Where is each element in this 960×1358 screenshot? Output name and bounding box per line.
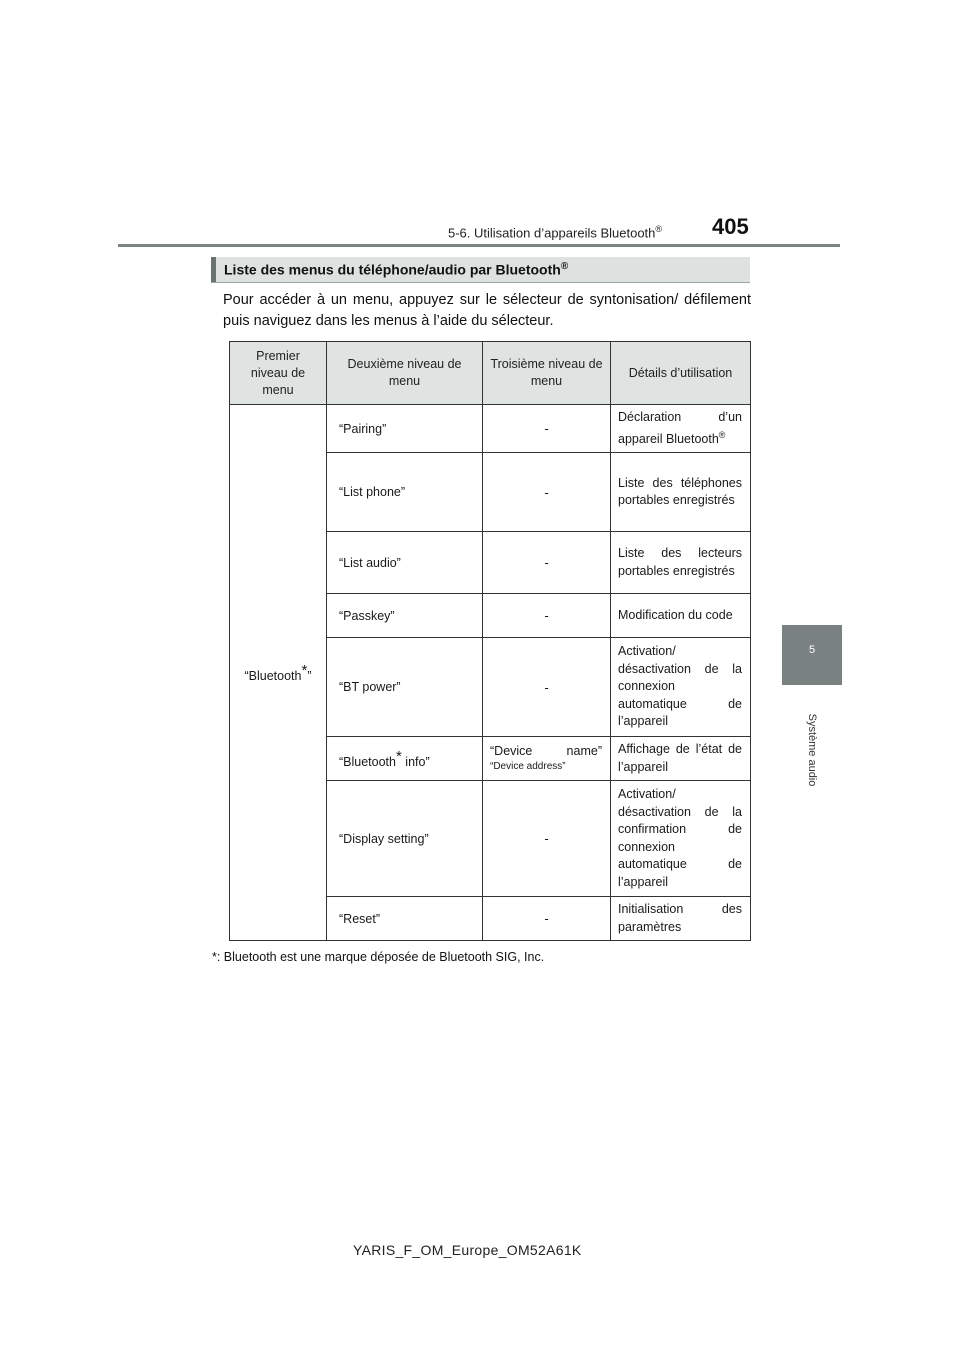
details-cell: Déclaration d’un appareil Bluetooth® xyxy=(611,405,751,453)
third-level-cell: - xyxy=(483,781,611,897)
second-level-cell: “Bluetooth* info” xyxy=(327,737,483,781)
third-level-cell: - xyxy=(483,897,611,941)
third-level-cell: - xyxy=(483,532,611,594)
details-cell: Liste des téléphones portables enregistrés xyxy=(611,453,751,532)
details-cell: Liste des lecteurs portables enregistrés xyxy=(611,532,751,594)
second-level-cell: “Passkey” xyxy=(327,594,483,638)
details-cell: Modification du code xyxy=(611,594,751,638)
table-header-row xyxy=(230,342,751,405)
third-level-cell: - xyxy=(483,453,611,532)
header-first-level: Premier niveau de menu xyxy=(230,342,327,405)
details-cell: Affichage de l’état de l’appareil xyxy=(611,737,751,781)
details-cell: Activation/ désactivation de la connexion automatique de l’appareil xyxy=(611,638,751,737)
third-level-cell: - xyxy=(483,594,611,638)
first-level-cell: “Bluetooth*” xyxy=(230,405,327,941)
second-level-cell: “Pairing” xyxy=(327,405,483,453)
header-third-level: Troisième niveau de menu xyxy=(483,342,611,405)
third-level-cell: - xyxy=(483,638,611,737)
second-level-cell: “Reset” xyxy=(327,897,483,941)
section-heading-bar xyxy=(211,257,216,282)
chapter-tab-label: Système audio xyxy=(806,713,818,787)
footnote: *: Bluetooth est une marque déposée de Bluetooth SIG, Inc. xyxy=(212,950,545,964)
second-level-cell: “BT power” xyxy=(327,638,483,737)
second-level-cell: “List phone” xyxy=(327,453,483,532)
header-second-level: Deuxième niveau de menu xyxy=(327,342,483,405)
third-level-cell: “Device name” “Device address” xyxy=(483,737,611,781)
running-header-section: 5-6. Utilisation d’appareils Bluetooth® xyxy=(448,224,663,241)
header-rule xyxy=(118,244,840,247)
menu-list-table xyxy=(229,341,751,941)
details-cell: Activation/ désactivation de la confirmation de connexion automatique de l’appareil xyxy=(611,781,751,897)
section-heading xyxy=(211,257,750,282)
chapter-tab-number: 5 xyxy=(808,644,816,656)
document-code: YARIS_F_OM_Europe_OM52A61K xyxy=(353,1242,582,1258)
third-level-cell: - xyxy=(483,405,611,453)
page-number: 405 xyxy=(712,214,749,239)
header-details: Détails d’utilisation xyxy=(611,342,751,405)
second-level-cell: “List audio” xyxy=(327,532,483,594)
details-cell: Initialisation des paramètres xyxy=(611,897,751,941)
section-heading-text: Liste des menus du téléphone/audio par Bluetooth® xyxy=(224,261,569,278)
intro-paragraph: Pour accéder à un menu, appuyez sur le sélecteur de syntonisation/ défilement puis naviguez dans les menus à l’aide du sélecteur. xyxy=(223,292,751,329)
section-heading-underline xyxy=(211,282,750,283)
second-level-cell: “Display setting” xyxy=(327,781,483,897)
table-row xyxy=(230,405,751,453)
